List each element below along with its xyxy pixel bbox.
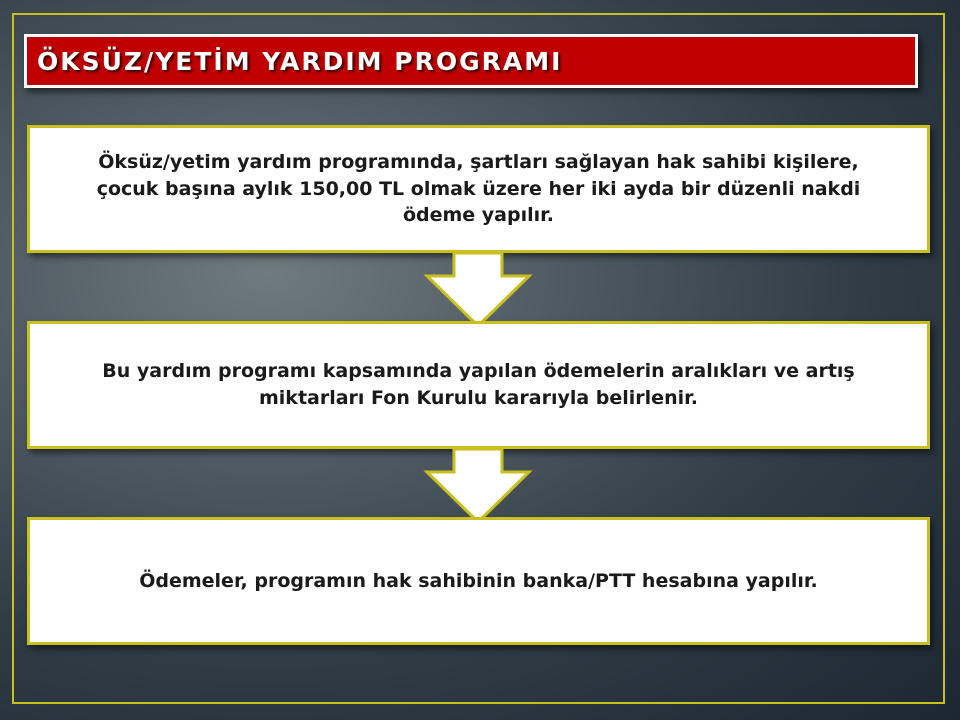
page-title: ÖKSÜZ/YETİM YARDIM PROGRAMI xyxy=(37,46,563,76)
step-box-2 xyxy=(27,321,930,449)
step-text-3: Ödemeler, programın hak sahibinin banka/PTT hesabına yapılır. xyxy=(139,569,818,592)
step-box-3 xyxy=(27,517,930,645)
down-arrow-icon xyxy=(423,446,533,526)
step-text-2: Bu yardım programı kapsamında yapılan ödemelerin aralıkları ve artış miktarları Fon Kurulu kararıyla belirlenir. xyxy=(102,360,855,409)
title-bar xyxy=(24,34,918,88)
down-arrow-icon xyxy=(423,250,533,330)
step-text-1: Öksüz/yetim yardım programında, şartları sağlayan hak sahibi kişilere, çocuk başına aylık 150,00 TL olmak üzere her iki ayda bir düzenli nakdi ödeme yapılır. xyxy=(96,151,861,227)
step-box-1 xyxy=(27,125,930,253)
